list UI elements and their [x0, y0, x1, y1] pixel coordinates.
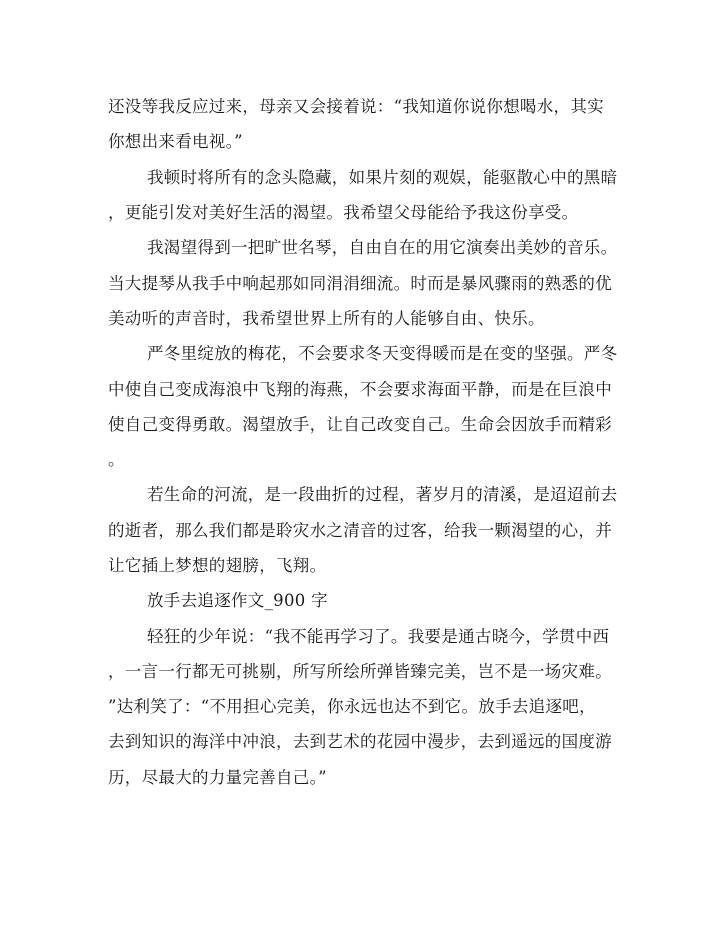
paragraph-first-line: 我渴望得到一把旷世名琴，自由自在的用它演奏出美妙的音乐。 [147, 238, 618, 257]
text-line: 历，尽最大的力量完善自己。” [108, 768, 327, 787]
text-line: 中使自己变成海浪中飞翔的海燕，不会要求海面平静，而是在巨浪中 [108, 380, 612, 399]
text-line: ，一言一行都无可挑剔，所写所绘所弹皆臻完美，岂不是一场灾难。 [108, 662, 612, 681]
section-title: 放手去追逐作文_900 字 [147, 591, 328, 610]
text-line: 。 [108, 450, 125, 469]
text-line: 还没等我反应过来，母亲又会接着说：“我知道你说你想喝水，其实 [108, 97, 604, 116]
text-line: ”达利笑了：“不用担心完美，你永远也达不到它。放手去追逐吧， [108, 697, 596, 716]
paragraph-first-line: 若生命的河流，是一段曲折的过程，著岁月的清溪，是迢迢前去 [147, 485, 618, 504]
text-line: 使自己变得勇敢。渴望放手，让自己改变自己。生命会因放手而精彩 [108, 415, 612, 434]
text-line: 让它插上梦想的翅膀，飞翔。 [108, 556, 327, 575]
text-line: 你想出来看电视。” [108, 132, 243, 151]
text-line: 的逝者，那么我们都是聆灾水之清音的过客，给我一颗渴望的心，并 [108, 521, 612, 540]
paragraph-first-line: 严冬里绽放的梅花，不会要求冬天变得暖而是在变的坚强。严冬 [147, 344, 618, 363]
text-line: 去到知识的海洋中冲浪，去到艺术的花园中漫步，去到遥远的国度游 [108, 732, 612, 751]
paragraph-first-line: 轻狂的少年说：“我不能再学习了。我要是通古晓今，学贯中西 [147, 627, 610, 646]
paragraph-first-line: 我顿时将所有的念头隐藏，如果片刻的观娱，能驱散心中的黑暗 [147, 168, 618, 187]
text-line: 美动听的声音时，我希望世界上所有的人能够自由、快乐。 [108, 309, 545, 328]
text-line: ，更能引发对美好生活的渴望。我希望父母能给予我这份享受。 [108, 203, 579, 222]
text-line: 当大提琴从我手中响起那如同涓涓细流。时而是暴风骤雨的熟悉的优 [108, 274, 612, 293]
